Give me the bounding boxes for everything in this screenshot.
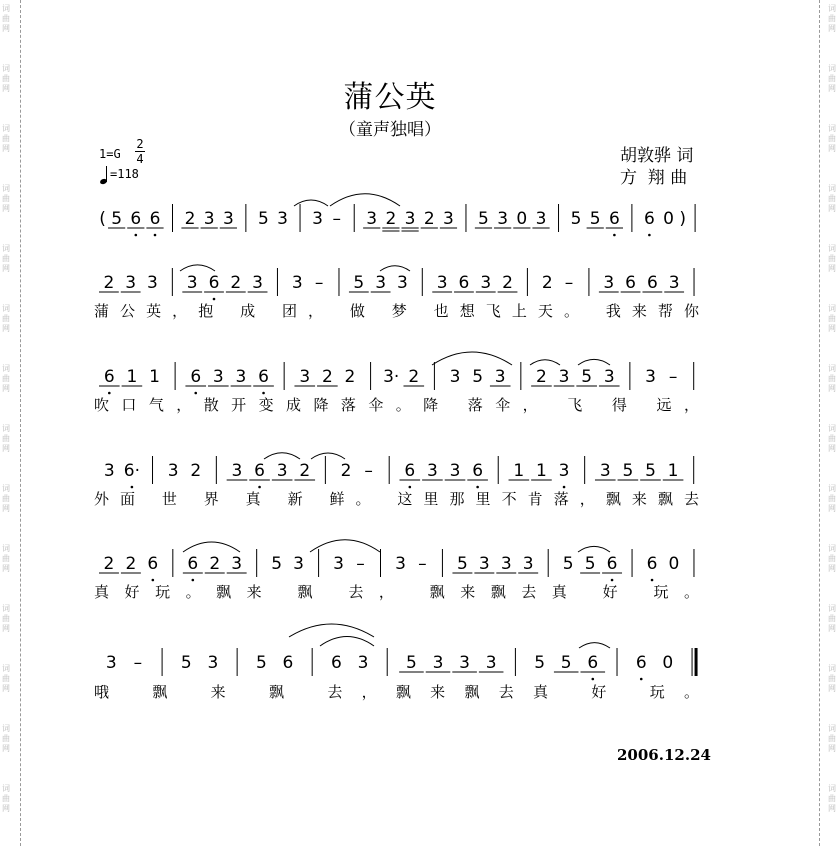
slur-arc [320,637,374,646]
octave-dot-below [131,486,134,489]
note-numeral: 0 [662,653,674,673]
note-numeral: 1 [149,367,160,387]
watermark-glyph: 网 [2,744,10,753]
watermark-glyph: 网 [2,564,10,573]
note-numeral: 3 [395,554,406,574]
watermark-glyph: 曲 [828,254,836,263]
octave-dot-below [135,234,138,237]
slur-arc [432,352,512,365]
note-numeral: 2 [125,554,137,574]
octave-dot-below [154,234,157,237]
watermark-glyph: 词 [2,64,10,73]
note-numeral: 3 [293,554,305,574]
note-numeral: 3 [366,209,378,229]
watermark-glyph: 曲 [2,134,10,143]
note-numeral: 3 [235,367,247,387]
watermark-glyph: 网 [2,24,10,33]
watermark-glyph: 词 [2,244,10,253]
note-numeral: 5 [457,554,468,574]
note-numeral: 2 [321,367,333,387]
watermark-glyph: 曲 [2,554,10,563]
note-numeral: 0 [516,209,528,229]
lyricist-credit: 胡敦骅 词 [620,146,694,166]
octave-dot-below [613,234,616,237]
note-numeral: 3 [299,367,311,387]
note-numeral: – [564,273,574,293]
watermark-glyph: 曲 [2,314,10,323]
slur-arc [311,453,345,459]
octave-dot-below [640,678,643,681]
note-numeral: 6 [130,209,142,229]
slur-arc [310,540,380,552]
note-numeral: 5 [622,461,634,481]
octave-dot-below [213,298,216,301]
note-numeral: – [668,367,678,387]
note-numeral: 3 [276,461,288,481]
note-numeral: 2 [385,209,397,229]
watermark-glyph: 词 [2,364,10,373]
watermark-glyph: 网 [828,24,836,33]
watermark-glyph: 网 [2,804,10,813]
note-numeral: 0 [663,209,674,229]
watermark-glyph: 词 [828,304,836,313]
octave-dot-below [194,392,197,395]
repeat-paren: ( [99,209,106,229]
watermark-glyph: 网 [2,504,10,513]
note-numeral: 3 [522,554,534,574]
note-numeral: 0 [668,554,680,574]
watermark-glyph: 词 [2,604,10,613]
watermark-glyph: 曲 [828,374,836,383]
note-numeral: 6 [643,209,655,229]
watermark-glyph: 词 [2,184,10,193]
note-numeral: 6 [282,653,294,673]
note-numeral: 1 [513,461,525,481]
octave-dot-below [262,392,265,395]
note-numeral: 3 [668,273,680,293]
note-numeral: 2 [103,273,115,293]
watermark-glyph: 词 [828,784,836,793]
note-numeral: 6 [472,461,484,481]
octave-dot-below [591,678,594,681]
watermark-glyph: 网 [2,324,10,333]
note-numeral: – [364,461,373,481]
watermark-glyph: 词 [828,244,836,253]
watermark-glyph: 网 [2,624,10,633]
watermark-glyph: 曲 [828,134,836,143]
watermark-glyph: 词 [2,124,10,133]
note-numeral: 5 [472,367,484,387]
note-numeral: 3 [449,461,461,481]
note-numeral: 6 [625,273,636,293]
note-numeral: 2 [340,461,352,481]
note-numeral: – [356,554,365,574]
slur-arc [578,546,610,552]
note-numeral: 3 [443,209,454,229]
note-numeral: 6 [646,554,658,574]
note-numeral: 3 [599,461,611,481]
watermark-glyph: 曲 [2,74,10,83]
slur-arc [530,360,560,365]
watermark-glyph: 词 [828,184,836,193]
lyrics-line: 外面 世 界 真 新 鲜。 这里那里不肯落，飘来飘去 [94,490,699,508]
note-numeral: 3 [603,273,615,293]
watermark-glyph: 网 [2,204,10,213]
note-numeral: 3 [485,653,497,673]
note-numeral: 3 [558,367,570,387]
octave-dot-below [192,579,195,582]
note-numeral: 6 [608,209,620,229]
note-numeral: 6 [190,367,202,387]
note-numeral: 6 [646,273,658,293]
watermark-glyph: 词 [828,64,836,73]
watermark-glyph: 曲 [2,614,10,623]
note-numeral: 3 [167,461,179,481]
watermark-glyph: 网 [828,444,836,453]
watermark-glyph: 曲 [828,794,836,803]
note-numeral: 3 [459,653,471,673]
note-numeral: 2 [299,461,311,481]
note-numeral: 3 [186,273,198,293]
note-numeral: 5 [257,209,269,229]
note-numeral: 2 [423,209,435,229]
watermark-glyph: 词 [2,724,10,733]
note-numeral: – [133,653,143,673]
note-numeral: 3 [375,273,387,293]
watermark-glyph: 词 [2,664,10,673]
watermark-glyph: 词 [828,424,836,433]
watermark-glyph: 网 [828,324,836,333]
watermark-glyph: 词 [828,124,836,133]
lyrics-line: 蒲公英，抱 成 团， 做 梦 也想飞上天。 我来帮你 [94,302,699,320]
slur-arc [180,265,215,271]
note-numeral: 2 [190,461,202,481]
slur-arc [289,624,374,637]
note-numeral: 3 [404,209,416,229]
slur-arc [264,453,300,459]
octave-dot-below [108,392,111,395]
note-numeral: 2 [408,367,420,387]
composer-credit: 方 翔 曲 [620,168,688,188]
note-numeral: 3 [497,209,509,229]
octave-dot-below [258,486,261,489]
note-numeral: 6 [149,209,161,229]
note-numeral: 3 [603,367,615,387]
note-numeral: 6 [587,653,599,673]
note-numeral: 3 [432,653,444,673]
watermark-glyph: 网 [2,84,10,93]
note-numeral: 5 [645,461,656,481]
watermark-glyph: 网 [828,384,836,393]
note-numeral: 3 [105,653,117,673]
watermark-glyph: 曲 [828,494,836,503]
watermark-glyph: 网 [828,204,836,213]
watermark-glyph: 词 [828,484,836,493]
note-numeral: 5 [180,653,192,673]
octave-dot-below [648,234,651,237]
note-numeral: – [314,273,324,293]
note-numeral: 1 [126,367,138,387]
note-numeral: 3 [494,367,506,387]
watermark-glyph: 词 [828,544,836,553]
watermark-glyph: 曲 [2,674,10,683]
note-numeral: 2 [541,273,553,293]
octave-dot-below [476,486,479,489]
note-numeral: 2 [103,554,115,574]
note-numeral: 3 [125,273,137,293]
note-numeral: 6 [458,273,470,293]
watermark-glyph: 曲 [2,494,10,503]
composition-date: 2006.12.24 [617,746,711,764]
watermark-glyph: 曲 [828,734,836,743]
watermark-glyph: 网 [828,84,836,93]
song-title: 蒲公英 [343,80,437,115]
note-numeral: 2 [536,367,547,387]
note-numeral: 6 [147,554,159,574]
note-numeral: 3 [312,209,323,229]
note-numeral: 3 [277,209,288,229]
note-numeral: 3 [558,461,570,481]
note-numeral: 2 [184,209,196,229]
note-numeral: 6 [103,367,115,387]
watermark-glyph: 曲 [2,254,10,263]
note-numeral: 2 [344,367,356,387]
slur-arc [578,359,610,365]
note-numeral: 5 [255,653,267,673]
octave-dot-below [409,486,412,489]
octave-dot-below [563,486,566,489]
watermark-glyph: 网 [828,144,836,153]
note-numeral: 3 [231,461,243,481]
lyrics-line: 吹口气，散开变成降落伞。降 落伞， 飞 得 远， [94,396,699,414]
note-numeral: – [332,209,341,229]
note-numeral: 3 [103,461,115,481]
watermark-glyph: 网 [828,744,836,753]
watermark-glyph: 词 [828,4,836,13]
note-numeral: 5 [584,554,596,574]
repeat-paren: ) [679,209,687,229]
note-numeral: 5 [271,554,283,574]
note-numeral: 3· [383,367,400,387]
note-numeral: – [418,554,427,574]
octave-dot-below [651,579,654,582]
watermark-glyph: 词 [828,364,836,373]
note-numeral: 5 [111,209,123,229]
note-numeral: 1 [667,461,679,481]
watermark-glyph: 曲 [828,434,836,443]
slur-arc [330,194,400,206]
watermark-glyph: 网 [828,624,836,633]
note-numeral: 5 [534,653,546,673]
note-numeral: 2 [230,273,242,293]
note-numeral: 3 [480,273,492,293]
note-numeral: 6 [208,273,220,293]
watermark-glyph: 词 [828,664,836,673]
note-numeral: 3 [252,273,263,293]
watermark-glyph: 网 [828,804,836,813]
watermark-glyph: 曲 [2,794,10,803]
note-numeral: 6 [330,653,342,673]
meter-bottom: 4 [136,152,144,166]
note-numeral: 6· [123,461,141,481]
watermark-glyph: 曲 [828,194,836,203]
watermark-glyph: 词 [2,784,10,793]
note-numeral: 5 [560,653,572,673]
note-numeral: 5 [406,653,417,673]
note-numeral: 5 [353,273,365,293]
watermark-glyph: 词 [2,4,10,13]
note-numeral: 5 [478,209,489,229]
note-numeral: 3 [645,367,656,387]
watermark-glyph: 曲 [2,434,10,443]
note-numeral: 1 [536,461,547,481]
note-numeral: 6 [187,554,199,574]
watermark-glyph: 网 [828,504,836,513]
watermark-glyph: 词 [2,424,10,433]
note-numeral: 5 [562,554,574,574]
note-numeral: 3 [535,209,547,229]
octave-dot-below [152,579,155,582]
watermark-glyph: 词 [2,304,10,313]
watermark-glyph: 网 [2,384,10,393]
note-numeral: 6 [635,653,647,673]
note-numeral: 3 [207,653,219,673]
note-numeral: 3 [147,273,158,293]
note-numeral: 2 [502,273,513,293]
note-numeral: 3 [500,554,512,574]
meter-top: 2 [136,137,144,151]
watermark-glyph: 词 [828,604,836,613]
note-numeral: 6 [254,461,265,481]
watermark-glyph: 曲 [828,614,836,623]
watermark-glyph: 曲 [828,14,836,23]
watermark-glyph: 曲 [828,674,836,683]
watermark-glyph: 曲 [2,734,10,743]
note-numeral: 3 [397,273,408,293]
watermark-glyph: 词 [2,484,10,493]
note-numeral: 3 [222,209,234,229]
watermark-glyph: 网 [2,444,10,453]
watermark-glyph: 曲 [2,194,10,203]
watermark-glyph: 网 [2,264,10,273]
watermark-glyph: 曲 [2,374,10,383]
watermark-glyph: 词 [2,544,10,553]
note-numeral: 3 [426,461,438,481]
note-numeral: 5 [570,209,582,229]
note-numeral: 3 [291,273,303,293]
watermark-glyph: 曲 [2,14,10,23]
watermark-glyph: 网 [2,144,10,153]
note-numeral: 3 [357,653,369,673]
note-numeral: 3 [203,209,215,229]
note-numeral: 5 [589,209,601,229]
watermark-glyph: 网 [828,564,836,573]
watermark-glyph: 网 [2,684,10,693]
slur-arc [579,643,610,648]
watermark-glyph: 网 [828,684,836,693]
note-numeral: 3 [436,273,448,293]
slur-arc [294,200,328,206]
tempo-value: =118 [110,167,139,181]
note-numeral: 6 [404,461,416,481]
key-signature: 1=G [99,147,121,161]
note-numeral: 3 [478,554,490,574]
note-numeral: 2 [209,554,221,574]
lyrics-line: 哦 飘 来 飘 去，飘来飘去真 好 玩。 [94,683,699,701]
slur-arc [380,266,410,271]
song-subtitle: （童声独唱） [339,120,441,140]
watermark-glyph: 曲 [828,554,836,563]
note-numeral: 3 [449,367,461,387]
slur-arc [183,542,240,552]
watermark-glyph: 曲 [828,74,836,83]
octave-dot-below [611,579,614,582]
note-numeral: 3 [231,554,243,574]
lyrics-line: 真好玩。飘来 飘 去， 飘来飘去真 好 玩。 [94,583,699,601]
note-numeral: 3 [333,554,344,574]
watermark-glyph: 网 [828,264,836,273]
watermark-glyph: 曲 [828,314,836,323]
note-numeral: 6 [606,554,618,574]
note-numeral: 3 [212,367,224,387]
note-numeral: 6 [258,367,269,387]
watermark-glyph: 词 [828,724,836,733]
note-numeral: 5 [581,367,593,387]
